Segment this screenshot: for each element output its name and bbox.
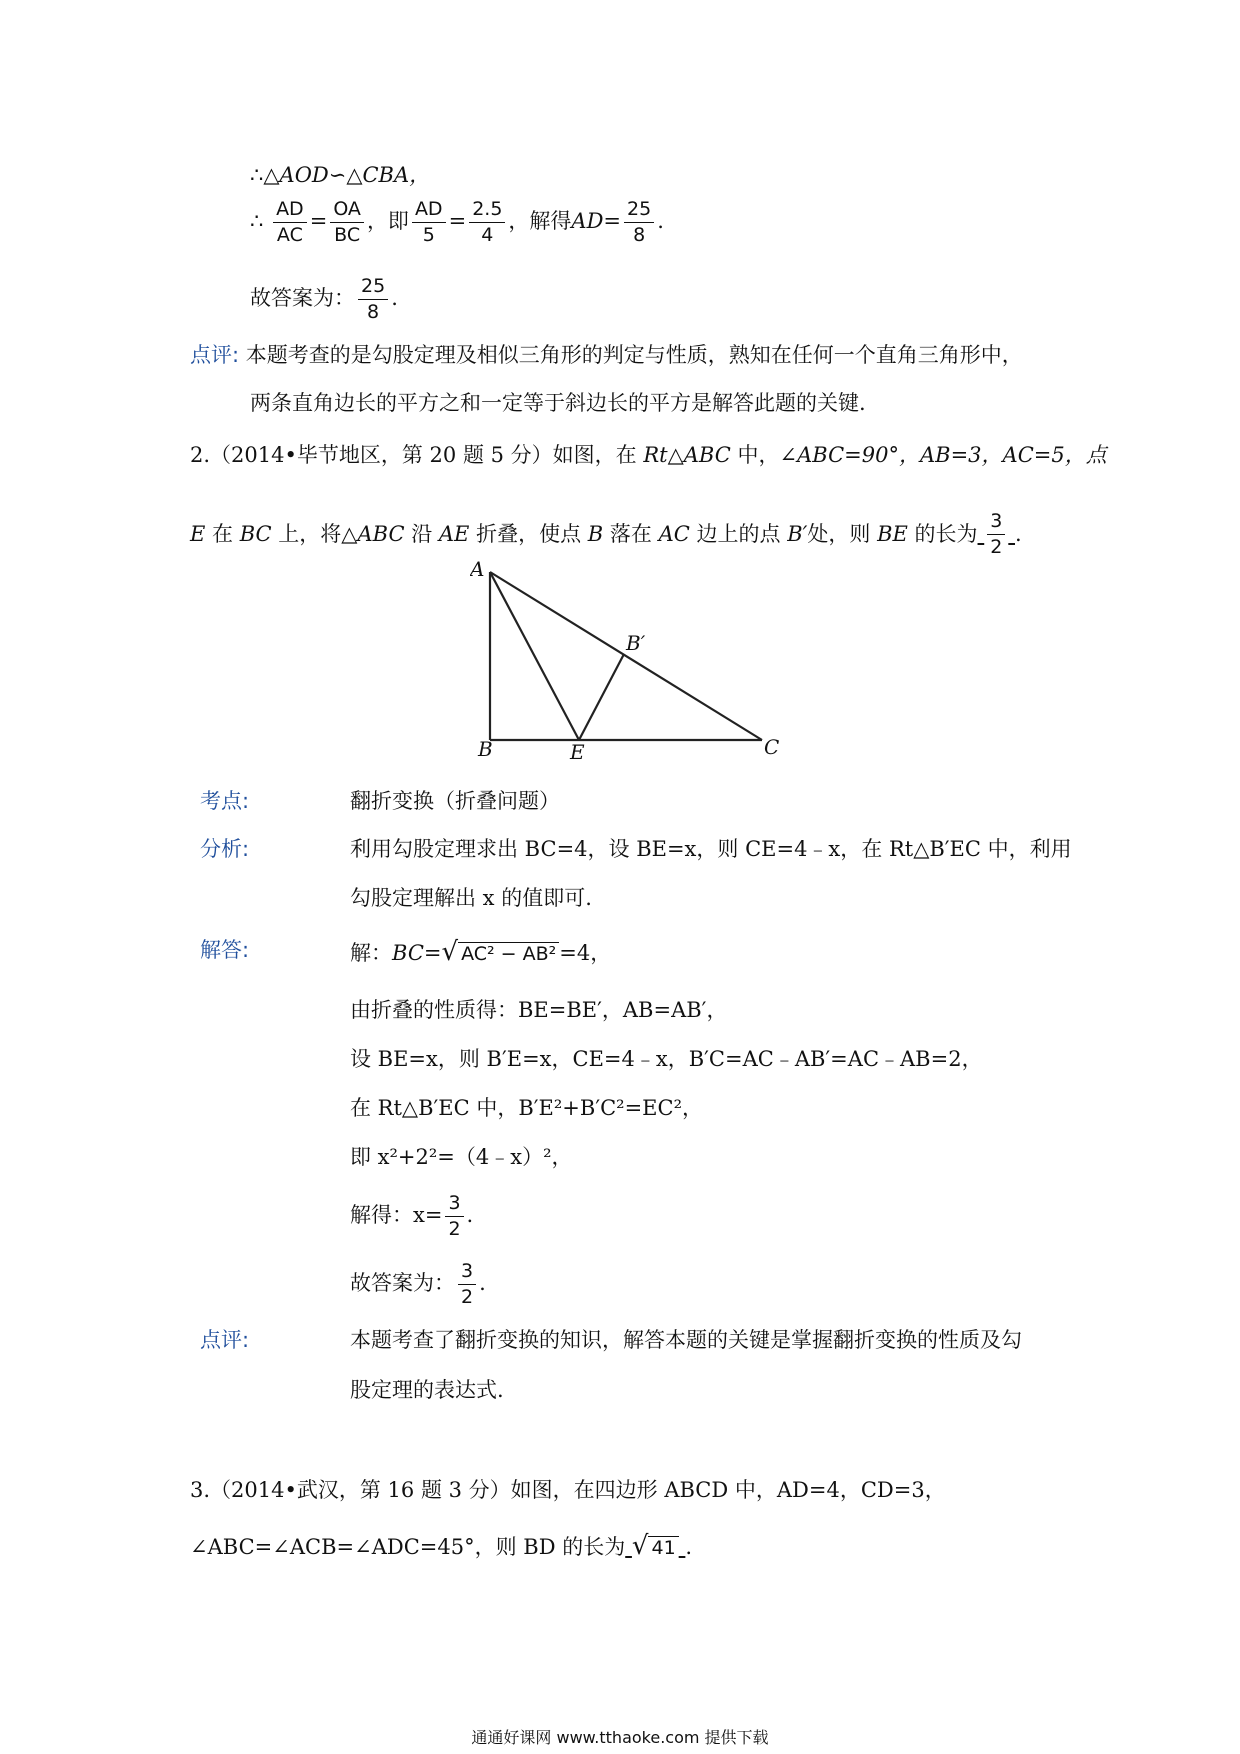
- label-b-prime: B′: [626, 631, 646, 655]
- fraction-25-8: $\frac{25}{8}$: [624, 200, 654, 245]
- triangle-figure: [470, 560, 810, 770]
- answer-fraction: $\frac{25}{8}$: [358, 277, 388, 322]
- kaodian-text: 翻折变换（折叠问题）: [350, 789, 560, 813]
- dianping-line-2: 股定理的表达式.: [350, 1378, 504, 1402]
- sqrt-expression: AC² − AB²: [458, 942, 559, 965]
- fraction-ad-ac: $\frac{AD}{AC}$: [273, 200, 307, 245]
- dianping-label: 点评:: [200, 1328, 250, 1352]
- dianping-line-1: 本题考查了翻折变换的知识，解答本题的关键是掌握翻折变换的性质及勾: [350, 1328, 1022, 1352]
- fenxi-label: 分析:: [200, 837, 250, 861]
- jieda-label: 解答:: [200, 938, 250, 962]
- label-a: A: [470, 560, 485, 581]
- q2-line-1: 2.（2014•毕节地区，第 20 题 5 分）如图，在 Rt△ABC 中，∠ABC=90°，AB=3，AC=5，点: [190, 443, 1107, 467]
- comment-label: 点评:: [190, 343, 240, 367]
- jieda-line-3: 设 BE=x，则 B′E=x，CE=4﹣x，B′C=AC﹣AB′=AC﹣AB=2，: [350, 1047, 983, 1071]
- jieda-line-1: 解：BC=√ AC² − AB² =4，: [350, 937, 612, 967]
- jieda-line-2: 由折叠的性质得：BE=BE′，AB=AB′，: [350, 998, 728, 1022]
- q3-answer: 41: [648, 1536, 678, 1559]
- comment-line-1: 点评: 本题考查的是勾股定理及相似三角形的判定与性质，熟知在任何一个直角三角形中，: [190, 343, 1023, 367]
- answer-fraction-2: $\frac{3}{2}$: [458, 1262, 476, 1307]
- answer-line: 故答案为： $\frac{25}{8}$ .: [250, 275, 398, 323]
- jieda-line-4: 在 Rt△B′EC 中，B′E²+B′C²=EC²，: [350, 1096, 703, 1120]
- label-e: E: [570, 740, 585, 764]
- label-c: C: [764, 735, 780, 759]
- q3-line-1: 3.（2014•武汉，第 16 题 3 分）如图，在四边形 ABCD 中，AD=4，CD=3，: [190, 1478, 946, 1502]
- page-footer: 通通好课网 www.tthaoke.com 提供下载: [471, 1728, 769, 1747]
- similar-line: ∴△AOD∽△CBA，: [250, 163, 431, 187]
- comment-line-2: 两条直角边长的平方之和一定等于斜边长的平方是解答此题的关键.: [250, 391, 866, 415]
- kaodian-label: 考点:: [200, 789, 250, 813]
- jieda-line-7: 故答案为： $\frac{3}{2}$ .: [350, 1260, 486, 1308]
- segment-eb-prime: [579, 654, 624, 740]
- fraction-ad-5: $\frac{AD}{5}$: [412, 200, 446, 245]
- jieda-line-6: 解得：x= $\frac{3}{2}$ .: [350, 1192, 474, 1240]
- q2-answer-fraction: $\frac{3}{2}$: [987, 512, 1005, 557]
- ratio-line: ∴ $\frac{AD}{AC}$ = $\frac{OA}{BC}$ ，即 $\frac{AD}{5}$ = $\frac{2.5}{4}$ ，解得AD= $\frac{25}{8}$ .: [250, 198, 664, 246]
- segment-ae: [490, 572, 579, 740]
- q3-line-2: ∠ABC=∠ACB=∠ADC=45°，则 BD 的长为 √ 41 .: [190, 1531, 693, 1561]
- q2-line-2: E 在 BC 上，将△ABC 沿 AE 折叠，使点 B 落在 AC 边上的点 B′处，则 BE 的长为 $\frac{3}{2}$ .: [190, 510, 1022, 558]
- fraction-oa-bc: $\frac{OA}{BC}$: [330, 200, 364, 245]
- side-ac: [490, 572, 762, 740]
- fenxi-line-2: 勾股定理解出 x 的值即可.: [350, 886, 592, 910]
- fraction-25-4: $\frac{2.5}{4}$: [469, 200, 505, 245]
- jieda-line-5: 即 x²+2²=（4﹣x）²，: [350, 1145, 573, 1169]
- fenxi-line-1: 利用勾股定理求出 BC=4，设 BE=x，则 CE=4﹣x，在 Rt△B′EC 中，利用: [350, 837, 1072, 861]
- label-b: B: [478, 737, 493, 761]
- x-fraction: $\frac{3}{2}$: [445, 1194, 463, 1239]
